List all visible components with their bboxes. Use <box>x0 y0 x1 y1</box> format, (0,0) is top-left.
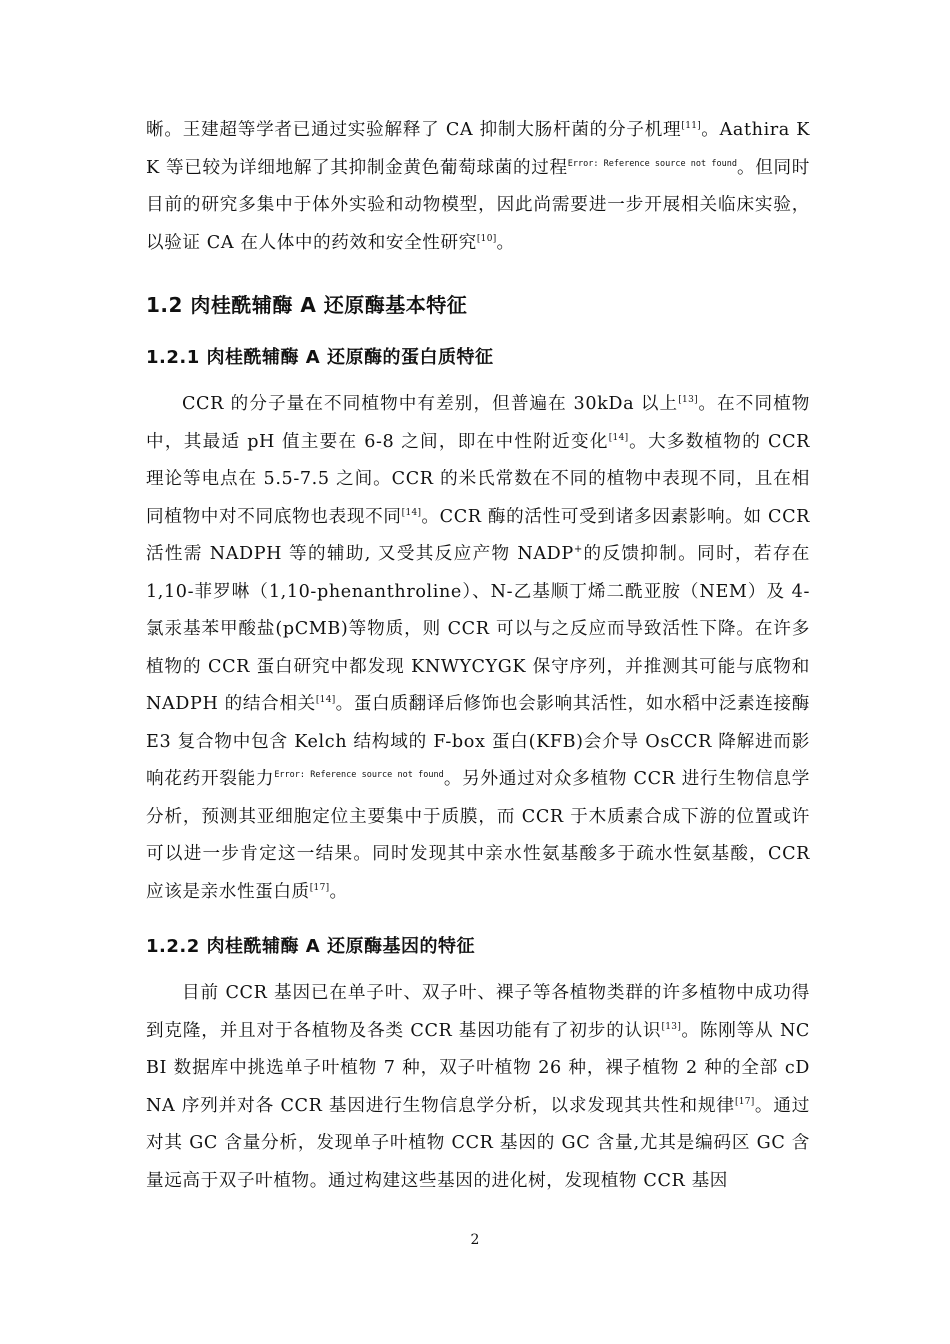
citation: [10] <box>476 233 497 244</box>
section-heading-1-2-2: 1.2.2 肉桂酰辅酶 A 还原酶基因的特征 <box>146 936 475 957</box>
section-heading-1-2: 1.2 肉桂酰辅酶 A 还原酶基本特征 <box>146 293 468 317</box>
paragraph-gene-features <box>146 975 810 1200</box>
citation: [13] <box>661 1021 682 1032</box>
citation: [14] <box>401 507 422 518</box>
text-run: 。 <box>329 881 348 902</box>
text-run: 。但同时目前的研究多集中于体外实验和动物模型，因此尚需要进一步开展相关临床实验，以验证 CA 在人体中的药效和安全性研究 <box>146 157 810 253</box>
citation: [14] <box>315 695 336 706</box>
citation: [13] <box>678 395 698 406</box>
text-run: 。蛋白质翻译后修饰也会影响其活性，如水稻中泛素连接酶 E3 复合物中包含 Kelch 结构域的 F-box 蛋白(KFB)会介导 OsCCR 降解进而影响花药开裂能力 <box>146 694 810 789</box>
section-heading-1-2-1: 1.2.1 肉桂酰辅酶 A 还原酶的蛋白质特征 <box>146 347 494 368</box>
text-run: 的反馈抑制。同时，若存在 1,10-菲罗啉（1,10-phenanthroline）、N-乙基顺丁烯二酰亚胺（NEM）及 4-氯汞基苯甲酸盐(pCMB)等物质，则 CCR 可以与之反应而导致活性下降。在许多植物的 CCR 蛋白研究中都发现 KNWYCYGK 保守序列，并推测其可能与底物和 NADPH 的结合相关 <box>146 544 810 714</box>
citation: [17] <box>734 1096 755 1107</box>
page-number: 2 <box>470 1232 480 1248</box>
text-run: 。在不同植物中，其最适 pH 值主要在 6-8 之间，即在中性附近变化 <box>146 394 810 452</box>
citation: [14] <box>608 432 629 443</box>
text-run: 目前 CCR 基因已在单子叶、双子叶、裸子等各植物类群的许多植物中成功得到克隆，并且对于各植物及各类 CCR 基因功能有了初步的认识 <box>146 983 810 1041</box>
text-run: 。另外通过对众多植物 CCR 进行生物信息学分析，预测其亚细胞定位主要集中于质膜，而 CCR 于木质素合成下游的位置或许可以进一步肯定这一结果。同时发现其中亲水性氨基酸多于疏水性氨基酸，CCR 应该是亲水性蛋白质 <box>146 769 810 902</box>
superscript-plus: + <box>573 544 583 556</box>
paragraph-protein-features <box>146 386 810 911</box>
citation: [11] <box>681 121 702 132</box>
text-run: 。CCR 酶的活性可受到诸多因素影响。如 CCR 活性需 NADPH 等的辅助, 又受其反应产物 NADP <box>146 506 810 564</box>
citation: [17] <box>309 882 330 893</box>
text-run: 晰。王建超等学者已通过实验解释了 CA 抑制大肠杆菌的分子机理 <box>146 120 682 140</box>
page-body <box>146 112 810 1200</box>
text-run: 。通过对其 GC 含量分析，发现单子叶植物 CCR 基因的 GC 含量,尤其是编码区 GC 含量远高于双子叶植物。通过构建这些基因的进化树，发现植物 CCR 基因 <box>146 1095 810 1191</box>
text-run: 。陈刚等从 NCBI 数据库中挑选单子叶植物 7 种，双子叶植物 26 种，裸子植物 2 种的全部 cDNA 序列并对各 CCR 基因进行生物信息学分析，以求发现其共性和规律 <box>146 1020 810 1116</box>
citation-error: Error: Reference source not found <box>274 770 444 781</box>
citation-error: Error: Reference source not found <box>567 158 737 169</box>
text-run: 。 <box>496 232 515 253</box>
text-run: 。Aathira KK 等已较为详细地解了其抑制金黄色葡萄球菌的过程 <box>146 120 810 178</box>
text-run: 。大多数植物的 CCR 理论等电点在 5.5-7.5 之间。CCR 的米氏常数在不同的植物中表现不同，且在相同植物中对不同底物也表现不同 <box>146 431 810 527</box>
text-run: CCR 的分子量在不同植物中有差别，但普遍在 30kDa 以上 <box>182 394 679 414</box>
paragraph-continued <box>146 112 810 262</box>
